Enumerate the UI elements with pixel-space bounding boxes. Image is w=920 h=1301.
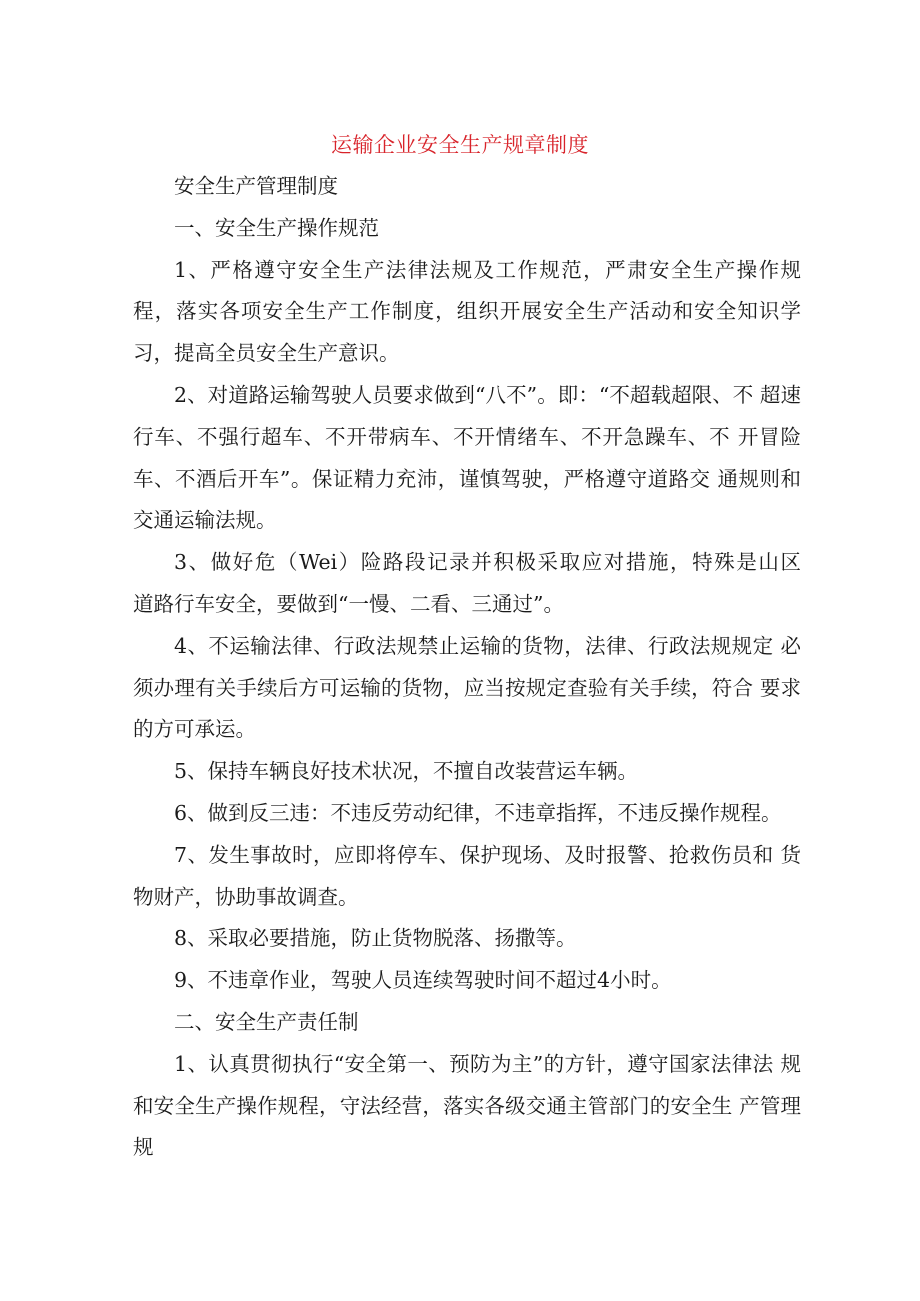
subsection-heading: 一、安全生产操作规范 <box>174 215 379 240</box>
paragraph-item: 8、采取必要措施，防止货物脱落、扬撒等。 <box>174 926 577 951</box>
paragraph-item: 6、做到反三违：不违反劳动纪律，不违章指挥，不违反操作规程。 <box>174 800 782 825</box>
paragraph-item: 7、发生事故时，应即将停车、保护现场、及时报警、抢救伤员和 货物财产，协助事故调查。 <box>133 842 801 909</box>
paragraph-item: 4、不运输法律、行政法规禁止运输的货物，法律、行政法规规定 必须办理有关手续后方可运输的货物，应当按规定查验有关手续，符合 要求的方可承运。 <box>133 633 801 742</box>
paragraph-item: 1、认真贯彻执行“安全第一、预防为主”的方针，遵守国家法律法 规和安全生产操作规程，守法经营，落实各级交通主管部门的安全生 产管理规 <box>133 1051 801 1160</box>
paragraph-item: 9、不违章作业，驾驶人员连续驾驶时间不超过4小时。 <box>174 968 672 993</box>
paragraph-item: 2、对道路运输驾驶人员要求做到“八不”。即：“不超载超限、不 超速行车、不强行超车、不开带病车、不开情绪车、不开急躁车、不 开冒险车、不酒后开车”。保证精力充沛，谨慎驾驶，严格遵守道路交 通规则和交通运输法规。 <box>133 382 801 533</box>
document-title: 运输企业安全生产规章制度 <box>331 133 589 157</box>
paragraph-item: 3、做好危（Wei）险路段记录并积极采取应对措施，特殊是山区 道路行车安全，要做到“一慢、二看、三通过”。 <box>133 550 829 616</box>
paragraph-item: 5、保持车辆良好技术状况，不擅自改装营运车辆。 <box>174 759 639 784</box>
document-body <box>133 166 829 1169</box>
section-heading: 安全生产管理制度 <box>174 174 338 198</box>
paragraph-item: 1、严格遵守安全生产法律法规及工作规范，严肃安全生产操作规 程，落实各项安全生产工作制度，组织开展安全生产活动和安全知识学 习，提高全员安全生产意识。 <box>133 257 801 366</box>
subsection-heading: 二、安全生产责任制 <box>174 1009 359 1034</box>
